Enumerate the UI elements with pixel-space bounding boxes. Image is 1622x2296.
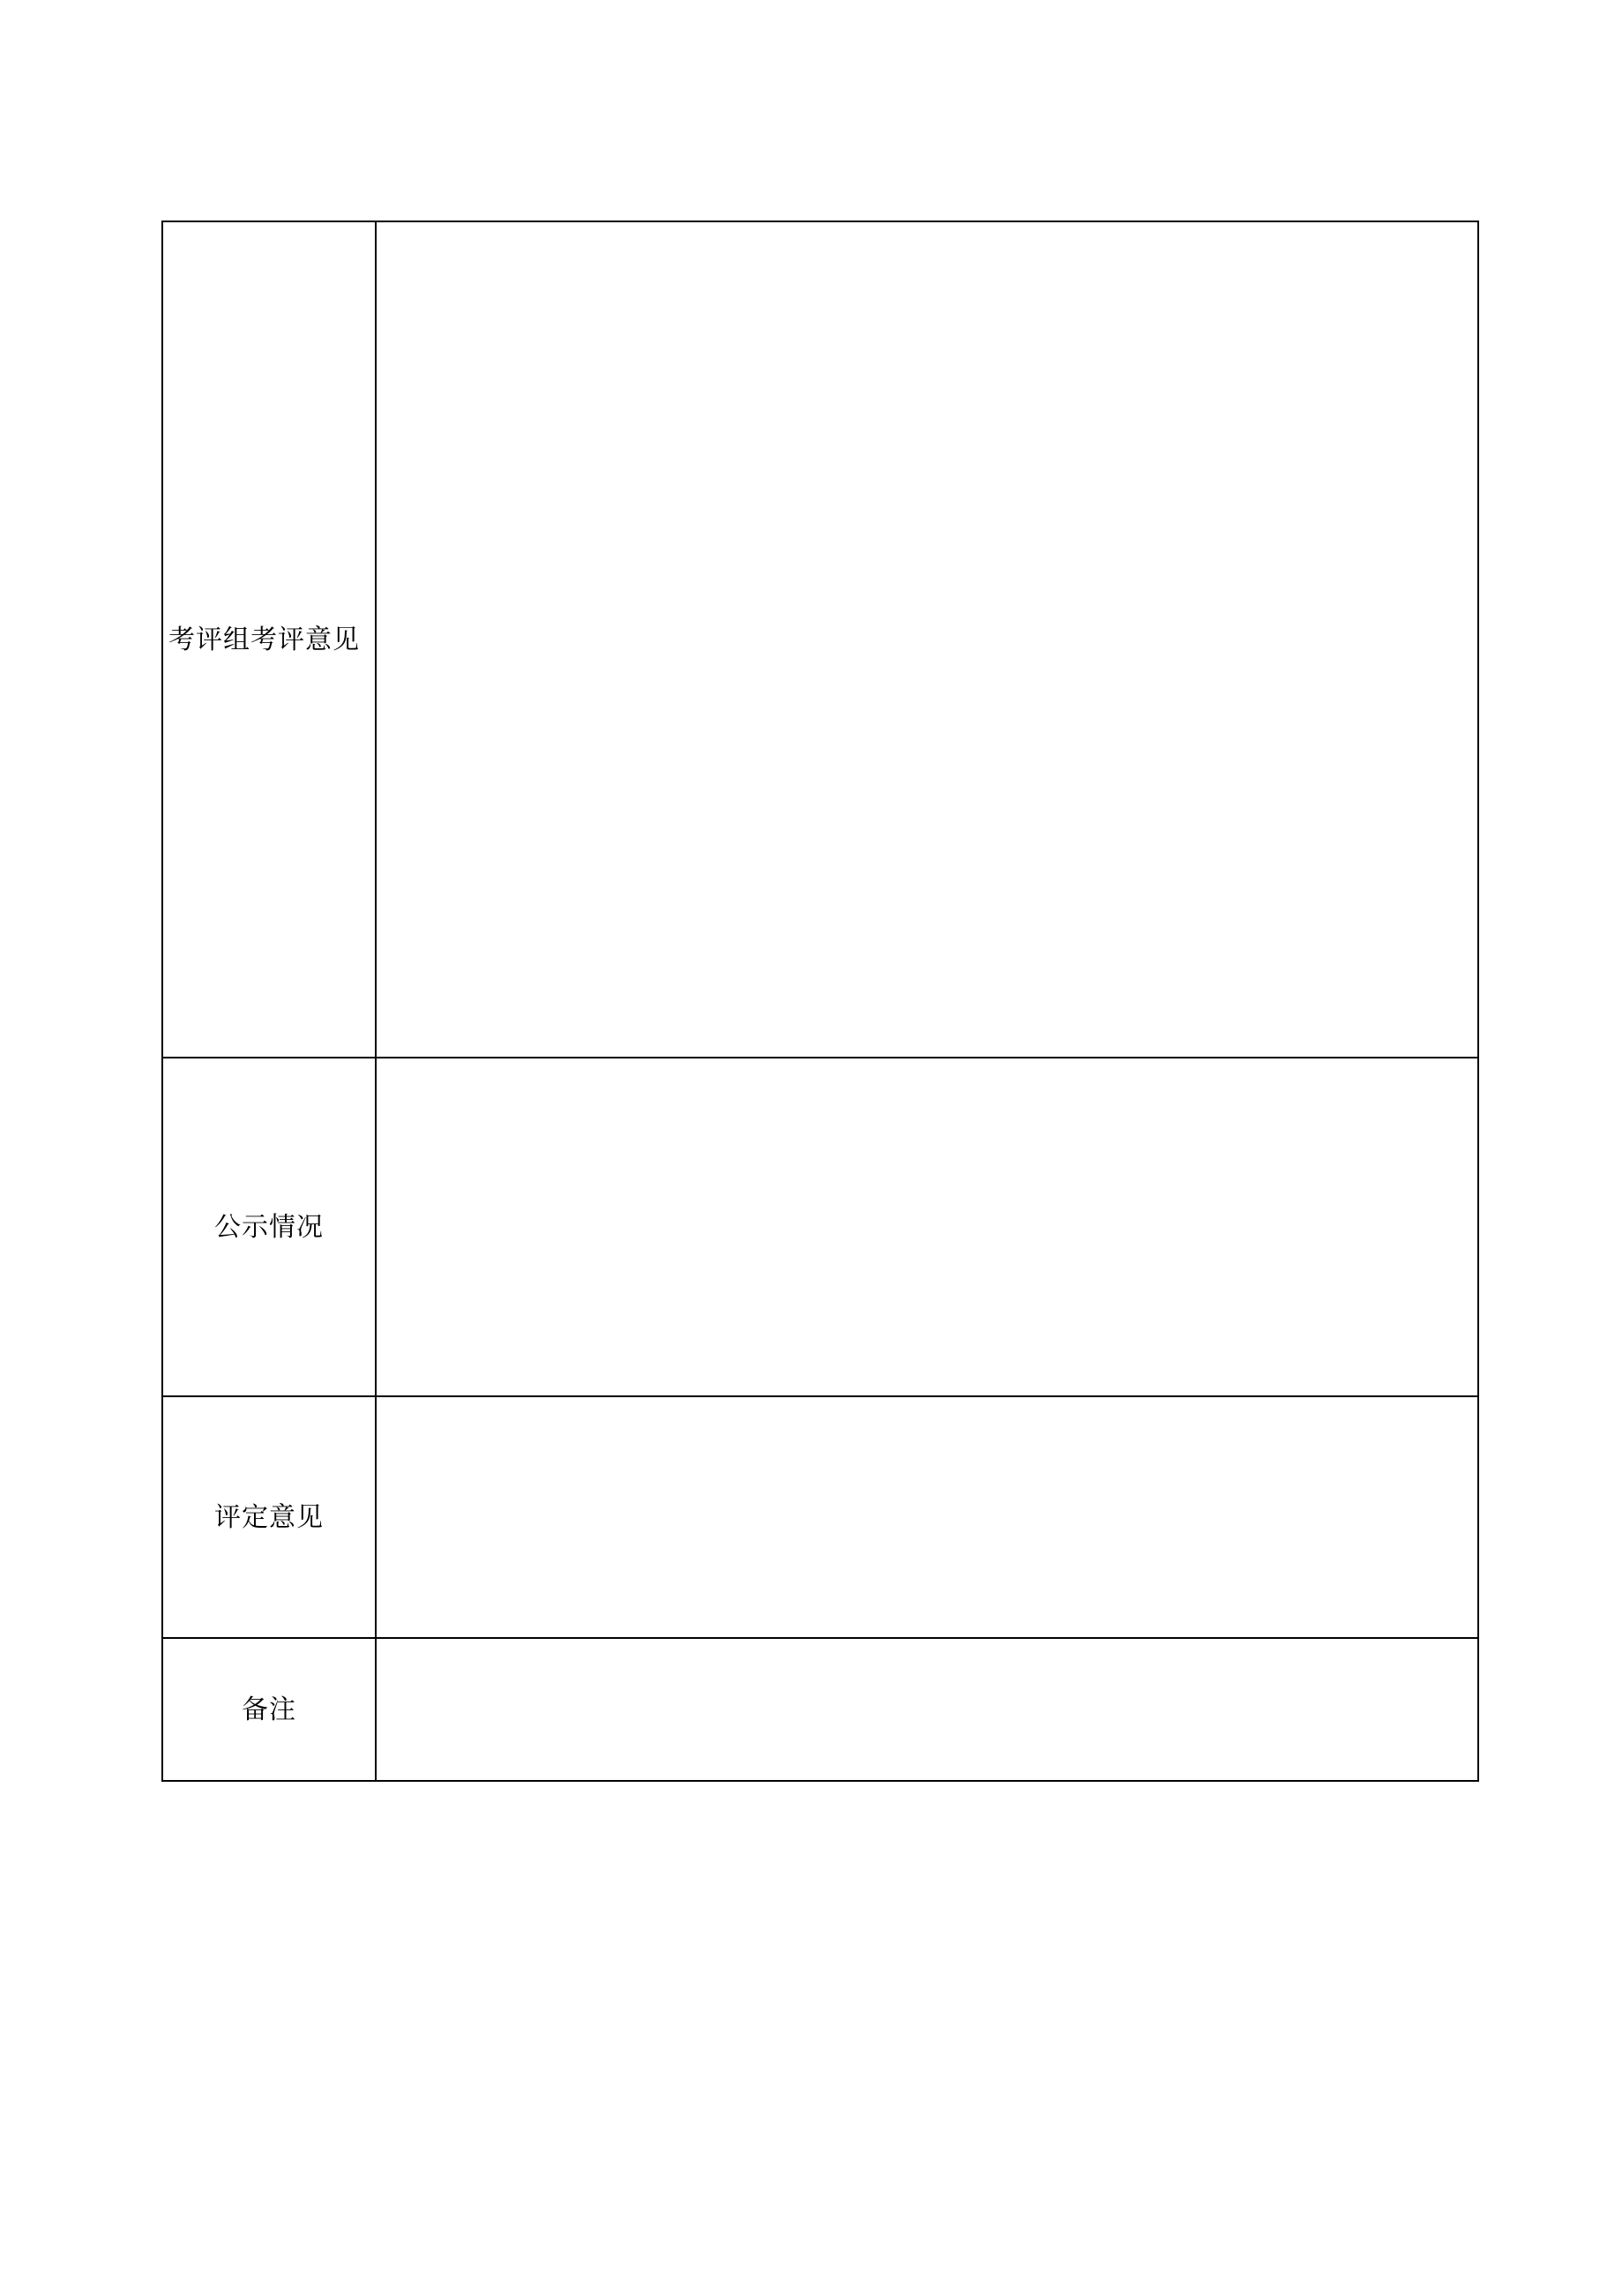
row-label-text-publicity: 公示情况 (214, 1212, 324, 1242)
form-table-body (162, 221, 1478, 1781)
row-value-cell-remarks[interactable] (376, 1638, 1478, 1781)
evaluation-form-table (161, 221, 1479, 1782)
table-row (162, 1396, 1478, 1638)
row-value-cell-assessment[interactable] (376, 1396, 1478, 1638)
row-label-text-opinion: 考评组考评意见 (168, 624, 360, 654)
row-label-text-assessment: 评定意见 (214, 1502, 324, 1532)
row-label-cell-opinion (162, 221, 376, 1058)
row-label-cell-remarks (162, 1638, 376, 1781)
row-value-cell-publicity[interactable] (376, 1058, 1478, 1396)
row-value-cell-opinion[interactable] (376, 221, 1478, 1058)
table-row (162, 221, 1478, 1058)
row-label-cell-publicity (162, 1058, 376, 1396)
row-label-cell-assessment (162, 1396, 376, 1638)
table-row (162, 1058, 1478, 1396)
row-label-text-remarks: 备注 (242, 1694, 296, 1724)
table-row (162, 1638, 1478, 1781)
